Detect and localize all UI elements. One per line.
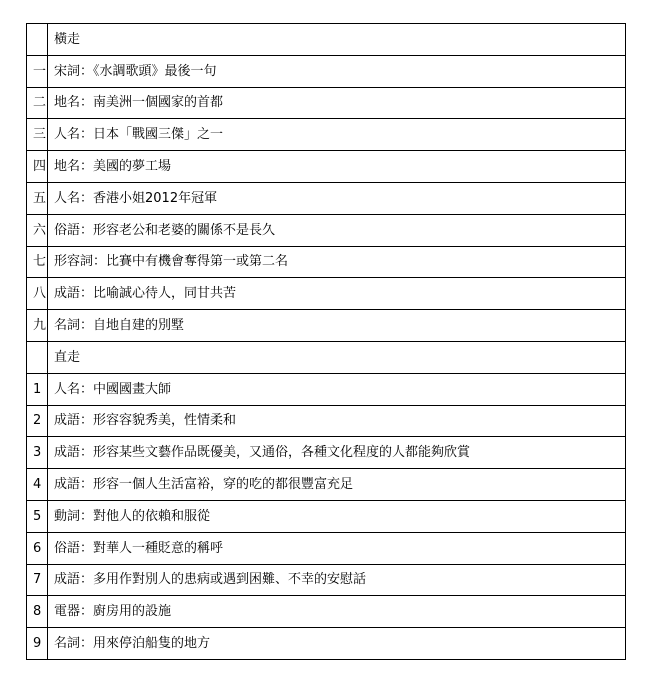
clue-number: 6 xyxy=(27,532,48,564)
clue-text: 俗語：對華人一種貶意的稱呼 xyxy=(48,532,626,564)
table-row xyxy=(27,182,626,214)
table-row xyxy=(27,532,626,564)
table-row xyxy=(27,24,626,56)
clue-text: 人名：中國國畫大師 xyxy=(48,373,626,405)
clue-text: 人名：日本「戰國三傑」之一 xyxy=(48,119,626,151)
clue-number: 7 xyxy=(27,564,48,596)
clue-text: 成語：比喻誠心待人，同甘共苦 xyxy=(48,278,626,310)
clue-text: 動詞：對他人的依賴和服從 xyxy=(48,500,626,532)
table-row xyxy=(27,341,626,373)
section-header-down: 直走 xyxy=(48,341,626,373)
clue-number: 一 xyxy=(27,55,48,87)
table-row xyxy=(27,87,626,119)
clue-text: 俗語：形容老公和老婆的關係不是長久 xyxy=(48,214,626,246)
clue-number: 四 xyxy=(27,151,48,183)
clue-number xyxy=(27,341,48,373)
clue-number xyxy=(27,24,48,56)
clue-text: 電器：廚房用的設施 xyxy=(48,596,626,628)
clue-text: 成語：形容容貌秀美，性情柔和 xyxy=(48,405,626,437)
clue-number: 2 xyxy=(27,405,48,437)
clue-text: 名詞：用來停泊船隻的地方 xyxy=(48,628,626,660)
clue-text: 成語：形容一個人生活富裕，穿的吃的都很豐富充足 xyxy=(48,469,626,501)
clue-text: 地名：美國的夢工場 xyxy=(48,151,626,183)
table-row xyxy=(27,373,626,405)
clue-number: 3 xyxy=(27,437,48,469)
clue-text: 宋詞：《水調歌頭》最後一句 xyxy=(48,55,626,87)
table-row xyxy=(27,278,626,310)
clue-number: 六 xyxy=(27,214,48,246)
clue-number: 二 xyxy=(27,87,48,119)
table-row xyxy=(27,564,626,596)
clue-text: 地名：南美洲一個國家的首都 xyxy=(48,87,626,119)
table-row xyxy=(27,437,626,469)
clue-number: 1 xyxy=(27,373,48,405)
clue-number: 5 xyxy=(27,500,48,532)
table-row xyxy=(27,214,626,246)
clue-number: 五 xyxy=(27,182,48,214)
clue-table xyxy=(26,23,626,660)
clue-number: 9 xyxy=(27,628,48,660)
table-row xyxy=(27,151,626,183)
clue-number: 八 xyxy=(27,278,48,310)
clue-text: 名詞：自地自建的別墅 xyxy=(48,310,626,342)
clue-number: 九 xyxy=(27,310,48,342)
table-row xyxy=(27,246,626,278)
clue-text: 形容詞：比賽中有機會奪得第一或第二名 xyxy=(48,246,626,278)
table-row xyxy=(27,119,626,151)
clue-number: 8 xyxy=(27,596,48,628)
clue-number: 4 xyxy=(27,469,48,501)
clue-number: 七 xyxy=(27,246,48,278)
clue-number: 三 xyxy=(27,119,48,151)
clue-table-body xyxy=(27,24,626,660)
table-row xyxy=(27,405,626,437)
clue-text: 成語：形容某些文藝作品既優美，又通俗，各種文化程度的人都能夠欣賞 xyxy=(48,437,626,469)
table-row xyxy=(27,310,626,342)
clue-text: 成語：多用作對別人的患病或遇到困難、不幸的安慰話 xyxy=(48,564,626,596)
section-header-across: 橫走 xyxy=(48,24,626,56)
table-row xyxy=(27,55,626,87)
table-row xyxy=(27,500,626,532)
table-row xyxy=(27,469,626,501)
clue-text: 人名：香港小姐2012年冠軍 xyxy=(48,182,626,214)
table-row xyxy=(27,628,626,660)
table-row xyxy=(27,596,626,628)
